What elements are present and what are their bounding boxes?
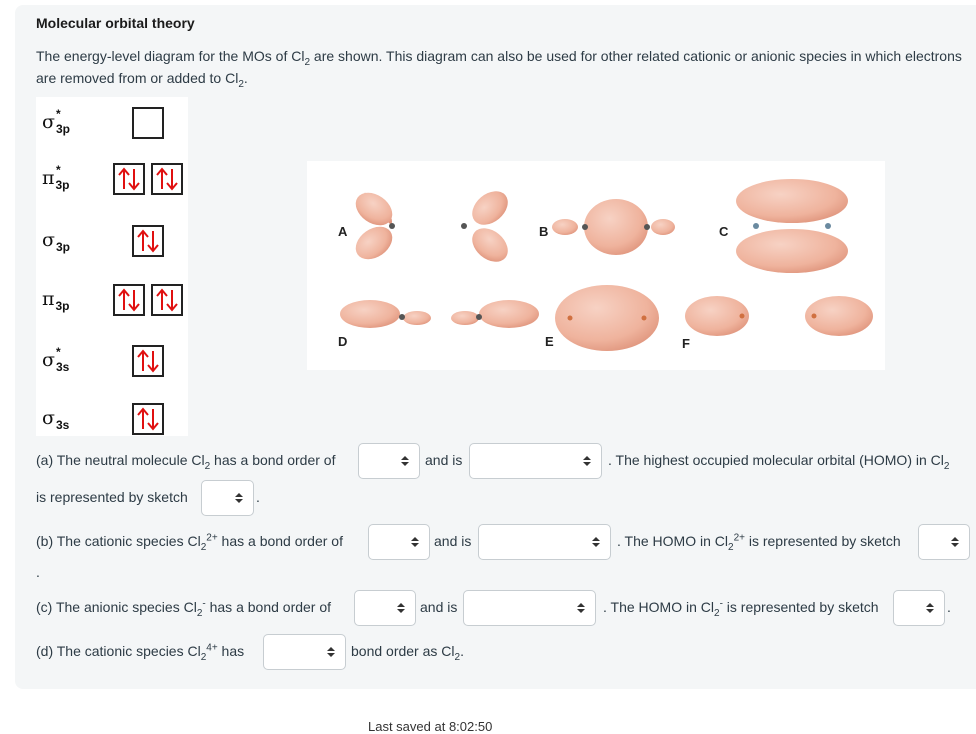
intro-sub: 2 [238,78,244,90]
intro-sub: 2 [304,56,311,68]
electron-pair-icon [134,405,162,433]
orbital-box-electron-pair [151,284,183,316]
orbital-box-electron-pair [132,225,164,257]
electron-pair-icon [134,347,162,375]
mo-label: σ * $_{3p}$ [42,107,70,136]
question-a-sketch-text: is represented by sketch [36,489,188,505]
sketch-f [685,296,873,336]
sketch-a [350,186,399,266]
sketch-label-c: C [719,224,729,239]
mo-level-sigma-3p [36,223,188,259]
mo-energy-diagram [36,97,188,436]
question-b-bond-order-select[interactable] [368,524,430,560]
question-a-text: (a) The neutral molecule $Cl_2$ has a bond order of [36,452,336,472]
mo-label: σ * $_{3s}$ [42,345,70,374]
question-a-and-is: and is [425,452,463,468]
question-a-bond-order-select[interactable] [358,443,420,479]
select-arrows-icon [326,645,336,664]
intro-text [36,45,971,89]
sketch-label-d: D [338,334,348,349]
electron-pair-icon [115,165,143,193]
select-arrows-icon [591,535,601,554]
question-d-bond-order-text: bond order as $Cl_2$. [351,643,464,663]
mo-label: $\pi_{3p}$ [42,288,70,313]
select-arrows-icon [234,491,244,510]
question-b-homo-text: . The HOMO in $Cl_2^{2+}$ is represented by sketch [617,532,901,553]
mo-level-sigma-star-3s [36,343,188,379]
intro-part: are shown. This diagram can also be used for other related cationic or anionic species in which electrons are removed from or added to Cl [36,48,962,86]
select-arrows-icon [400,454,410,473]
question-d-text: (d) The cationic species $Cl_2^{4+}$ has [36,642,245,663]
question-title: Molecular orbital theory [36,15,195,31]
select-arrows-icon [576,601,586,620]
sketch-d [340,300,539,328]
question-c-type-select[interactable] [463,590,596,626]
electron-pair-icon [134,227,162,255]
question-c-period: . [947,599,951,615]
orbital-box-electron-pair [113,163,145,195]
orbital-box-empty [132,107,164,139]
sketch-e [555,285,659,351]
question-c-homo-select[interactable] [893,590,945,626]
question-a-period: . [256,489,260,505]
mo-level-sigma-star-3p [36,105,188,141]
orbital-box-electron-pair [151,163,183,195]
question-b-text: (b) The cationic species $Cl_2^{2+}$ has a bond order of [36,532,343,553]
sketch-c [736,179,848,273]
sketch-b [552,199,675,255]
mo-level-sigma-3s [36,401,188,437]
sketch-label-e: E [545,334,554,349]
mo-label: $\sigma_{3p}$ [42,229,70,254]
orbital-sketch-drawing [307,161,885,370]
electron-pair-icon [115,286,143,314]
question-d-compare-select[interactable] [263,634,346,670]
mo-label: π * $_{3p}$ [42,163,70,192]
intro-part: . [243,70,248,86]
question-c-text: (c) The anionic species $Cl_2^-$ has a bond order of [36,598,332,619]
question-b-period: . [36,564,40,580]
electron-pair-icon [153,286,181,314]
sketch-label-a: A [338,224,348,239]
last-saved-status: Last saved at 8:02:50 [368,719,493,734]
mo-level-pi-3p [36,282,188,318]
mo-label: $\sigma_{3s}$ [42,407,70,432]
orbital-box-electron-pair [132,403,164,435]
select-arrows-icon [925,601,935,620]
question-a-homo-text: . The highest occupied molecular orbital (HOMO) in $Cl_2$ [608,452,950,472]
question-b-type-select[interactable] [478,524,611,560]
electron-pair-icon [153,165,181,193]
question-a-homo-select[interactable] [201,480,254,516]
select-arrows-icon [950,535,960,554]
question-c-homo-text: . The HOMO in $Cl_2^-$ is represented by sketch [603,598,879,619]
mo-level-pi-star-3p [36,161,188,197]
orbital-box-electron-pair [132,345,164,377]
select-arrows-icon [410,535,420,554]
question-a-type-select[interactable] [469,443,602,479]
orbital-sketches [307,161,885,370]
sketch-label-f: F [682,336,690,351]
orbital-box-electron-pair [113,284,145,316]
sketch-label-b: B [539,224,549,239]
intro-part: The energy-level diagram for the MOs of Cl [36,48,305,64]
question-b-and-is: and is [434,533,472,549]
select-arrows-icon [396,601,406,620]
question-c-bond-order-select[interactable] [354,590,416,626]
sketch-a-pair [461,184,514,268]
question-c-and-is: and is [420,599,458,615]
question-b-homo-select[interactable] [918,524,970,560]
select-arrows-icon [582,454,592,473]
